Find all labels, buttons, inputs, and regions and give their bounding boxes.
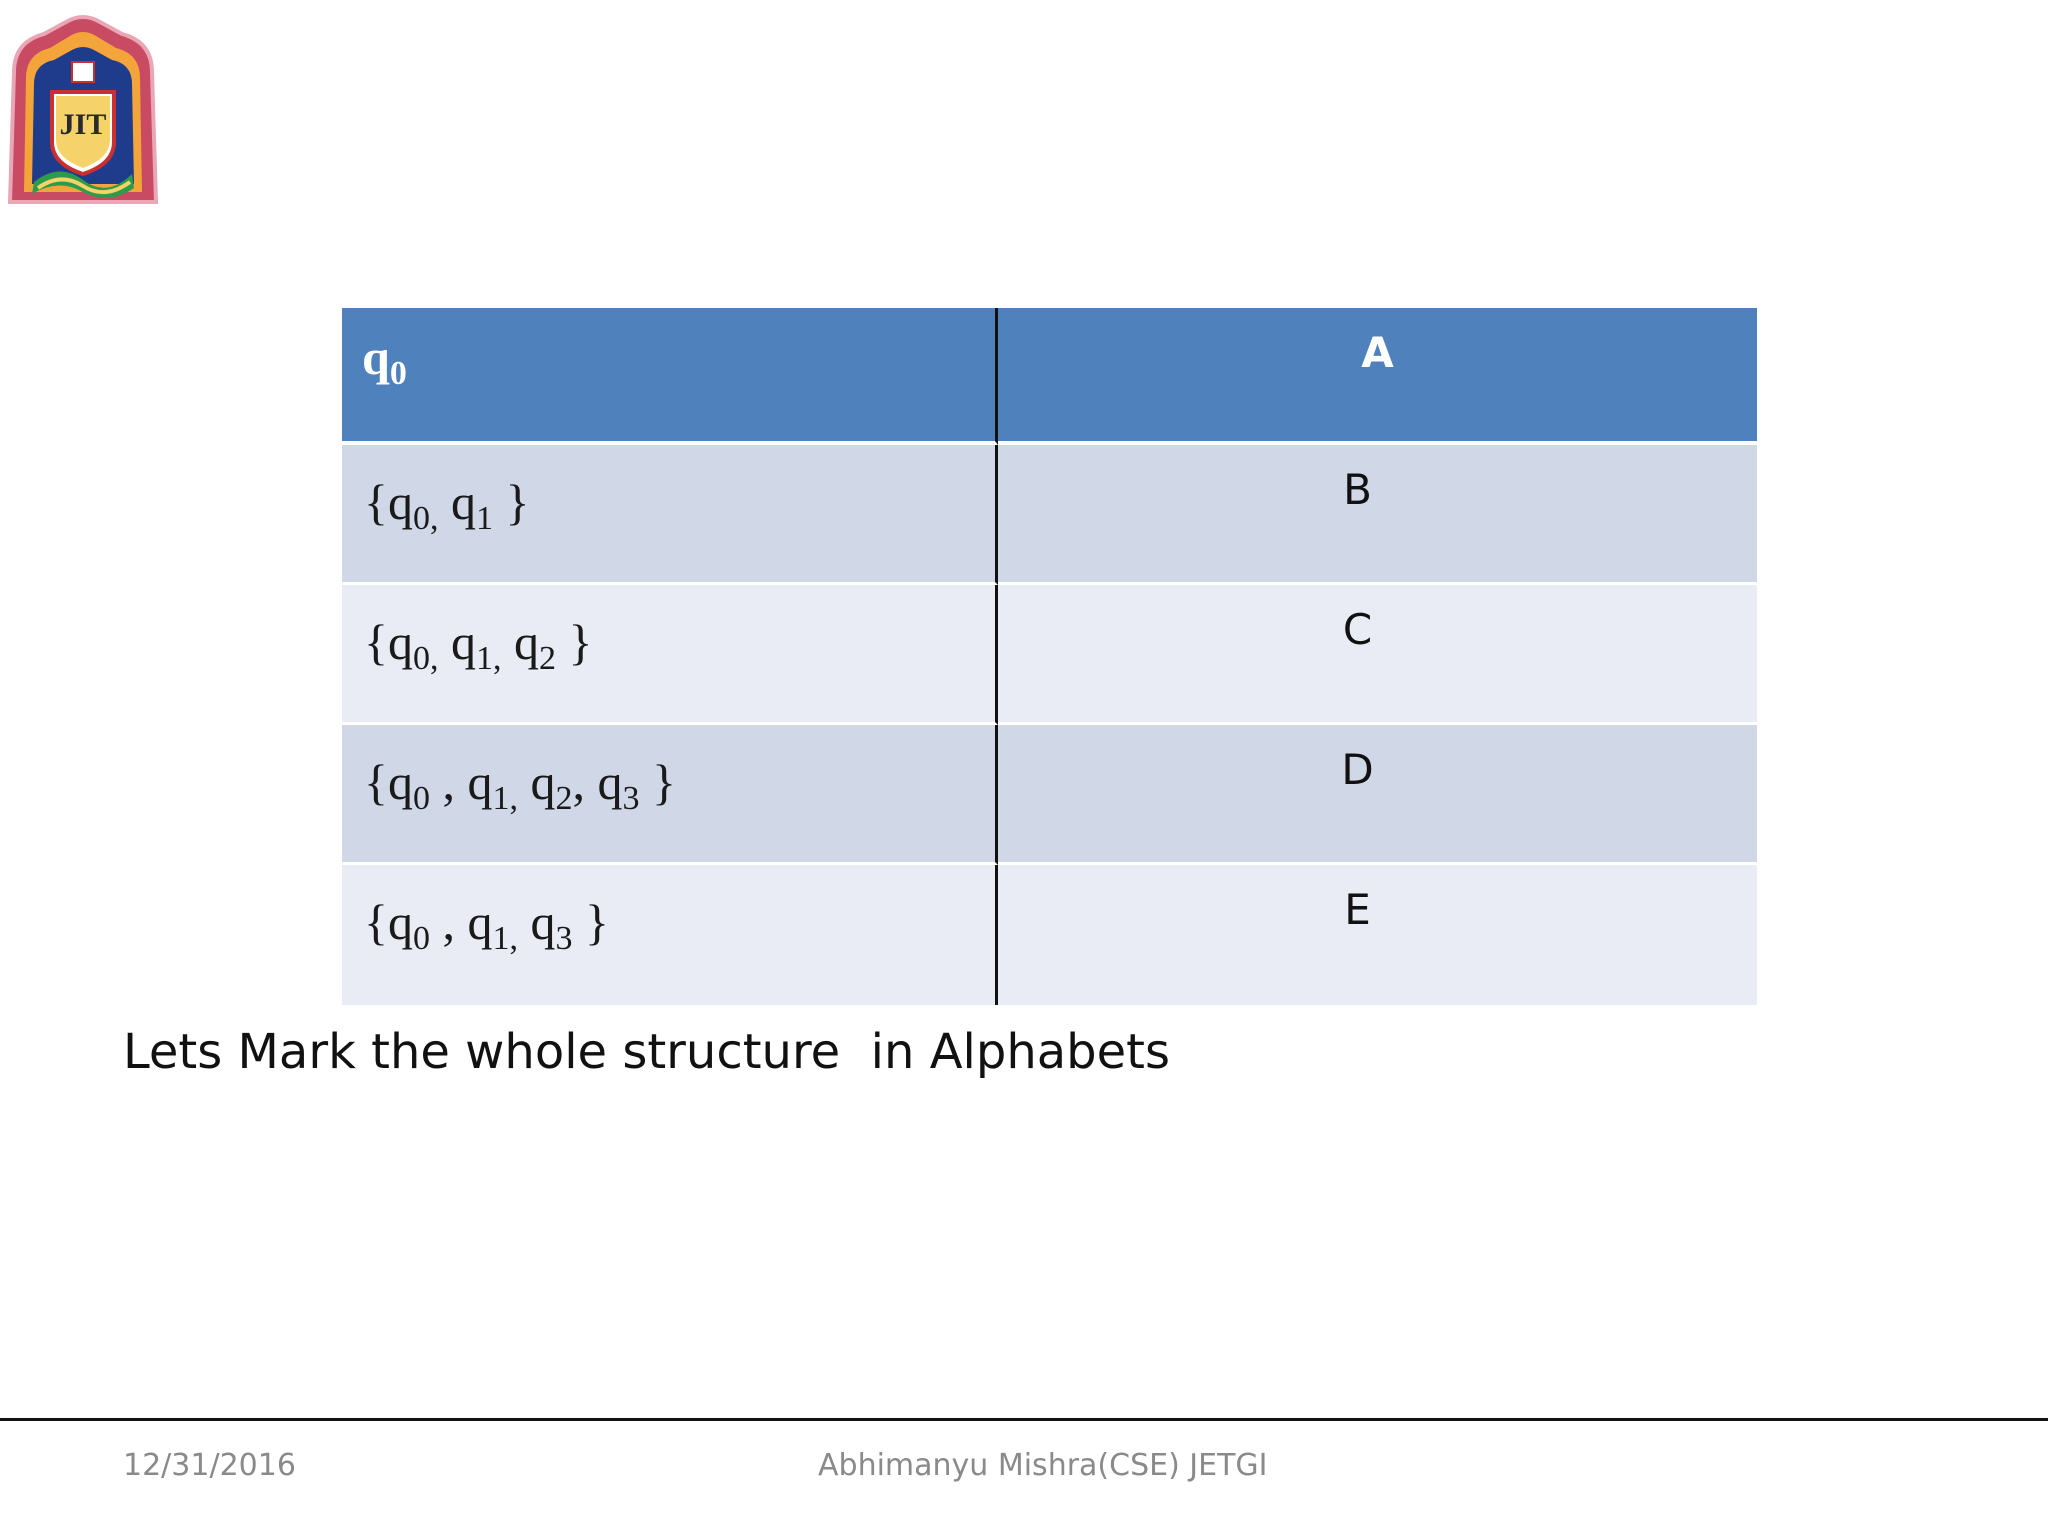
slide-caption: Lets Mark the whole structure in Alphabets — [123, 1024, 1170, 1080]
header-label-cell: A — [998, 308, 1757, 445]
header-state-cell — [342, 308, 998, 445]
state-label-cell: B — [998, 445, 1757, 585]
table-row — [342, 445, 1757, 585]
college-crest-icon — [4, 12, 162, 208]
header-state-subscript: 0 — [389, 355, 407, 392]
state-set-cell: {$q_{0,}$ $q_{1,}$ $q_2$ } — [342, 585, 998, 725]
footer-date: 12/31/2016 — [123, 1448, 296, 1483]
footer-author: Abhimanyu Mishra(CSE) JETGI — [818, 1448, 1268, 1483]
state-table — [342, 308, 1757, 1005]
college-logo — [4, 12, 162, 208]
footer-divider — [0, 1418, 2048, 1421]
table-row — [342, 865, 1757, 1005]
state-label-cell: C — [998, 585, 1757, 725]
table-row — [342, 725, 1757, 865]
state-label-cell: E — [998, 865, 1757, 1005]
table-row — [342, 585, 1757, 725]
state-label-cell: D — [998, 725, 1757, 865]
state-set-cell: {$q_0$ , $q_{1,}$ $q_2$, $q_3$ } — [342, 725, 998, 865]
header-state-base: q — [362, 329, 390, 385]
table-header-row — [342, 308, 1757, 445]
logo-text: JIT — [59, 108, 107, 141]
state-set-cell: {$q_0$ , $q_{1,}$ $q_3$ } — [342, 865, 998, 1005]
state-set-cell: {$q_{0,}$ $q_1$ } — [342, 445, 998, 585]
